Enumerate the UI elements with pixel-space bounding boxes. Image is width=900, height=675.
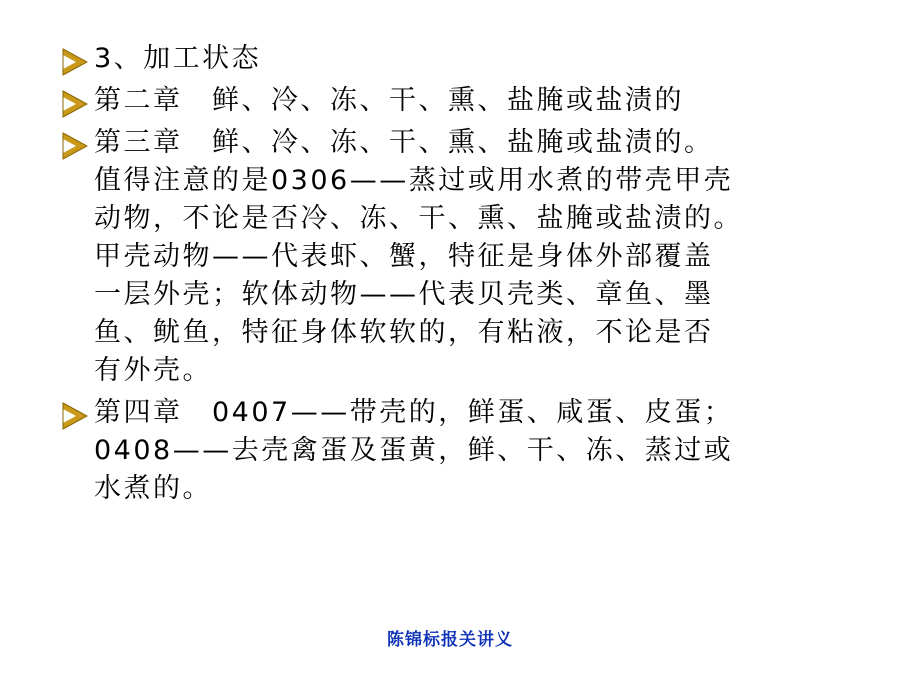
bullet-text-line: 鱼、鱿鱼，特征身体软软的，有粘液，不论是否 xyxy=(94,317,714,348)
arrow-triangle-icon xyxy=(62,90,88,118)
bullet-text-line: 第二章 鲜、冷、冻、干、熏、盐腌或盐渍的 xyxy=(94,85,684,116)
arrow-triangle-icon xyxy=(62,132,88,160)
bullet-text-line: 第三章 鲜、冷、冻、干、熏、盐腌或盐渍的。 xyxy=(94,127,714,158)
bullet-item xyxy=(62,394,842,508)
bullet-text-line: 一层外壳；软体动物——代表贝壳类、章鱼、墨 xyxy=(94,279,714,310)
arrow-triangle-icon xyxy=(62,48,88,76)
bullet-item xyxy=(62,82,842,120)
bullet-text-line: 有外壳。 xyxy=(94,355,212,386)
bullet-text-line: 水煮的。 xyxy=(94,473,212,504)
bullet-text-line: 0408——去壳禽蛋及蛋黄，鲜、干、冻、蒸过或 xyxy=(94,435,734,466)
bullet-text-line: 第四章 0407——带壳的，鲜蛋、咸蛋、皮蛋； xyxy=(94,397,734,428)
bullet-item xyxy=(62,40,842,78)
slide-body xyxy=(62,40,842,512)
bullet-text-line: 甲壳动物——代表虾、蟹，特征是身体外部覆盖 xyxy=(94,241,714,272)
slide-footer: 陈锦标报关讲义 xyxy=(387,630,513,650)
arrow-triangle-icon xyxy=(62,402,88,430)
bullet-item xyxy=(62,124,842,390)
bullet-text-line: 3、加工状态 xyxy=(94,43,262,74)
bullet-text-line: 动物，不论是否冷、冻、干、熏、盐腌或盐渍的。 xyxy=(94,203,743,234)
bullet-text-line: 值得注意的是0306——蒸过或用水煮的带壳甲壳 xyxy=(94,165,734,196)
